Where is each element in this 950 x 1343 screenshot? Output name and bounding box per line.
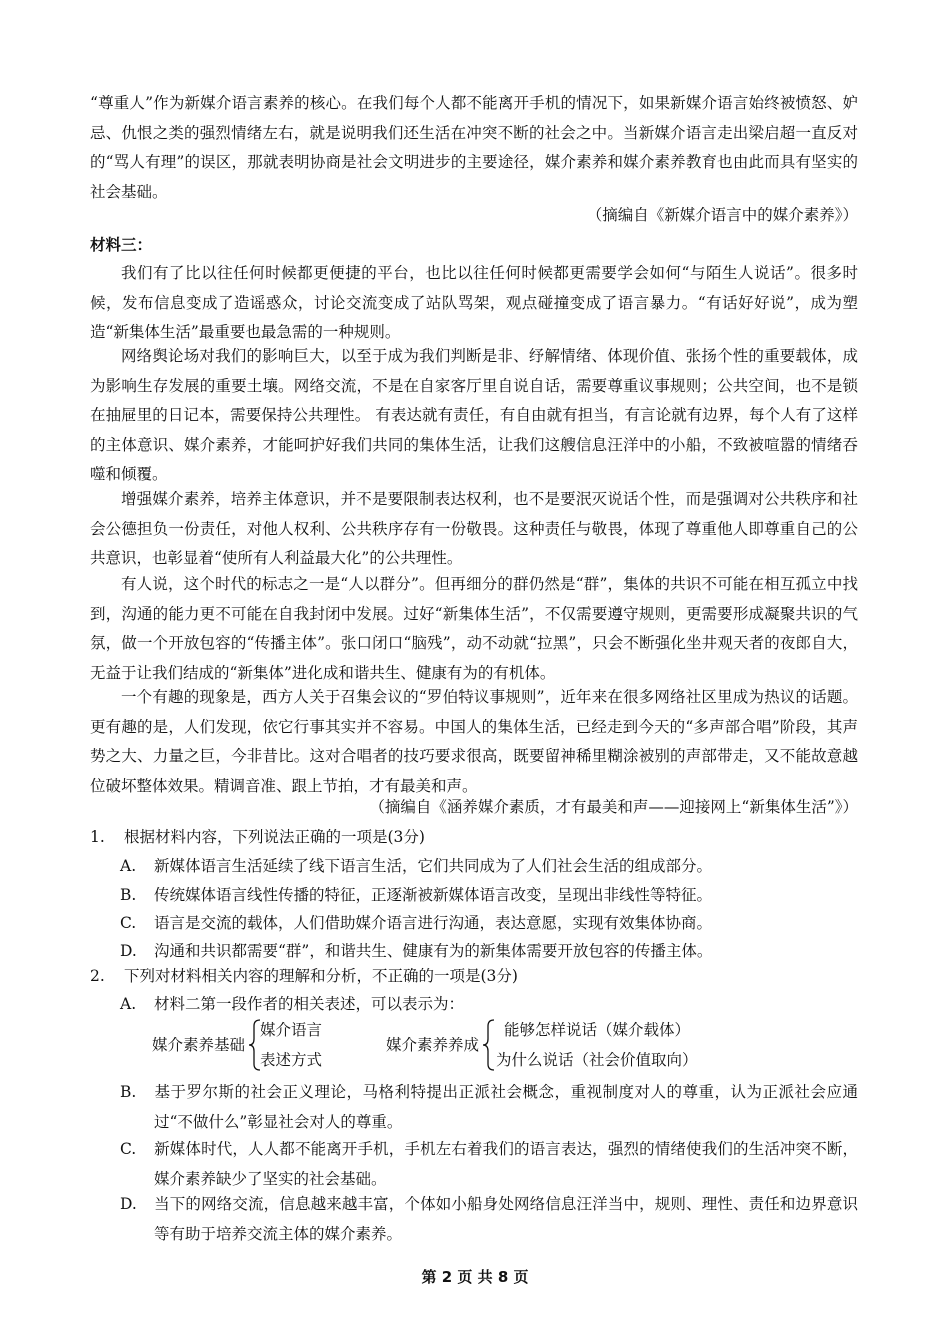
option-text: 当下的网络交流，信息越来越丰富，个体如小船身处网络信息汪洋当中，规则、理性、责任和边界意识等有助于培养交流主体的媒介素养。 <box>154 1195 858 1243</box>
question-1-option-a[interactable] <box>120 852 858 882</box>
question-1-stem <box>90 823 858 853</box>
question-text: 根据材料内容，下列说法正确的一项是(3分) <box>124 828 425 846</box>
diagram-left-root: 媒介素养基础 <box>152 1036 246 1054</box>
material3-paragraph-5: 一个有趣的现象是，西方人关于召集会议的“罗伯特议事规则”，近年来在很多网络社区里成为热议的话题。更有趣的是，人们发现，依它行事其实并不容易。中国人的集体生活，已经走到今天的“多声部合唱”阶段，其声势之大、力量之巨，今非昔比。这对合唱者的技巧要求很高，既要留神稀里糊涂被别的声部带走，又不能故意越位破坏整体效果。精调音准、跟上节拍，才有最美和声。 <box>90 688 858 795</box>
option-text: 材料二第一段作者的相关表述，可以表示为： <box>154 995 465 1013</box>
page-footer: 第 2 页 共 8 页 <box>421 1268 529 1286</box>
diagram-right-root: 媒介素养养成 <box>386 1036 480 1054</box>
question-1-option-b[interactable] <box>120 881 858 911</box>
option-letter: B. <box>120 1083 137 1101</box>
question-2-option-d[interactable] <box>120 1190 858 1249</box>
material3-source: （摘编自《涵养媒介素质，才有最美和声——迎接网上“新集体生活”》） <box>369 798 858 816</box>
option-text: 沟通和共识都需要“群”，和谐共生、健康有为的新集体需要开放包容的传播主体。 <box>154 942 713 960</box>
option-text: 传统媒体语言线性传播的特征，正逐渐被新媒体语言改变，呈现出非线性等特征。 <box>154 886 713 904</box>
option-text: 新媒体语言生活延续了线下语言生活，它们共同成为了人们社会生活的组成部分。 <box>154 857 713 875</box>
option-text: 新媒体时代，人人都不能离开手机，手机左右着我们的语言表达，强烈的情绪使我们的生活冲突不断，媒介素养缺少了坚实的社会基础。 <box>154 1140 858 1188</box>
option-letter: D. <box>120 942 137 960</box>
material3-paragraph-4: 有人说，这个时代的标志之一是“人以群分”。但再细分的群仍然是“群”，集体的共识不可能在相互孤立中找到，沟通的能力更不可能在自我封闭中发展。过好“新集体生活”，不仅需要遵守规则，更需要形成凝聚共识的气氛，做一个开放包容的“传播主体”。张口闭口“脑残”，动不动就“拉黑”，只会不断强化坐井观天者的夜郎自大，无益于让我们结成的“新集体”进化成和谐共生、健康有为的有机体。 <box>90 575 858 682</box>
diagram-right-item-2: 为什么说话（社会价值取向） <box>496 1051 698 1069</box>
material2-source: （摘编自《新媒介语言中的媒介素养》） <box>586 206 858 224</box>
question-number: 1. <box>90 828 105 846</box>
option-letter: D. <box>120 1195 137 1213</box>
material3-paragraph-1: 我们有了比以往任何时候都更便捷的平台，也比以往任何时候都更需要学会如何“与陌生人说话”。很多时候，发布信息变成了造谣惑众，讨论交流变成了站队骂架，观点碰撞变成了语言暴力。“有话好好说”，成为塑造“新集体生活”最重要也最急需的一种规则。 <box>90 264 858 342</box>
question-2-stem <box>90 962 858 992</box>
option-letter: A. <box>120 995 137 1013</box>
material3-paragraph-3: 增强媒介素养，培养主体意识，并不是要限制表达权利，也不是要泯灭说话个性，而是强调对公共秩序和社会公德担负一份责任，对他人权利、公共秩序存有一份敬畏。这种责任与敬畏，体现了尊重他人即尊重自己的公共意识，也彰显着“使所有人利益最大化”的公共理性。 <box>90 490 858 568</box>
diagram-left-item-2: 表述方式 <box>260 1051 323 1069</box>
material2-paragraph-tail: “尊重人”作为新媒介语言素养的核心。在我们每个人都不能离开手机的情况下，如果新媒介语言始终被愤怒、妒忌、仇恨之类的强烈情绪左右，就是说明我们还生活在冲突不断的社会之中。当新媒介语言走出梁启超一直反对的“骂人有理”的误区，那就表明协商是社会文明进步的主要途径，媒介素养和媒介素养教育也由此而具有坚实的社会基础。 <box>90 94 858 201</box>
option-letter: C. <box>120 1140 137 1158</box>
option-text: 语言是交流的载体，人们借助媒介语言进行沟通，表达意愿，实现有效集体协商。 <box>154 914 713 932</box>
material3-heading: 材料三： <box>90 236 153 254</box>
option-text: 基于罗尔斯的社会正义理论，马格利特提出正派社会概念，重视制度对人的尊重，认为正派社会应通过“不做什么”彰显社会对人的尊重。 <box>154 1083 858 1131</box>
option-letter: C. <box>120 914 137 932</box>
right-brace-icon <box>482 1018 496 1072</box>
option-letter: B. <box>120 886 137 904</box>
question-2-option-b[interactable] <box>120 1078 858 1137</box>
diagram-right-item-1: 能够怎样说话（媒介载体） <box>504 1021 691 1039</box>
question-text: 下列对材料相关内容的理解和分析，不正确的一项是(3分) <box>124 967 518 985</box>
question-1-option-c[interactable] <box>120 909 858 939</box>
brace-diagram <box>152 1016 752 1076</box>
question-2-option-c[interactable] <box>120 1135 858 1194</box>
diagram-left-item-1: 媒介语言 <box>260 1021 323 1039</box>
question-number: 2. <box>90 967 105 985</box>
material3-paragraph-2: 网络舆论场对我们的影响巨大，以至于成为我们判断是非、纾解情绪、体现价值、张扬个性的重要载体，成为影响生存发展的重要土壤。网络交流，不是在自家客厅里自说自话，需要尊重议事规则；公共空间，也不是锁在抽屉里的日记本，需要保持公共理性。 有表达就有责任，有自由就有担当，有言论就有边界，每个人有了这样的主体意识、媒介素养，才能呵护好我们共同的集体生活，让我们这艘信息汪洋中的小船，不致被喧嚣的情绪吞噬和倾覆。 <box>90 347 858 484</box>
option-letter: A. <box>120 857 137 875</box>
